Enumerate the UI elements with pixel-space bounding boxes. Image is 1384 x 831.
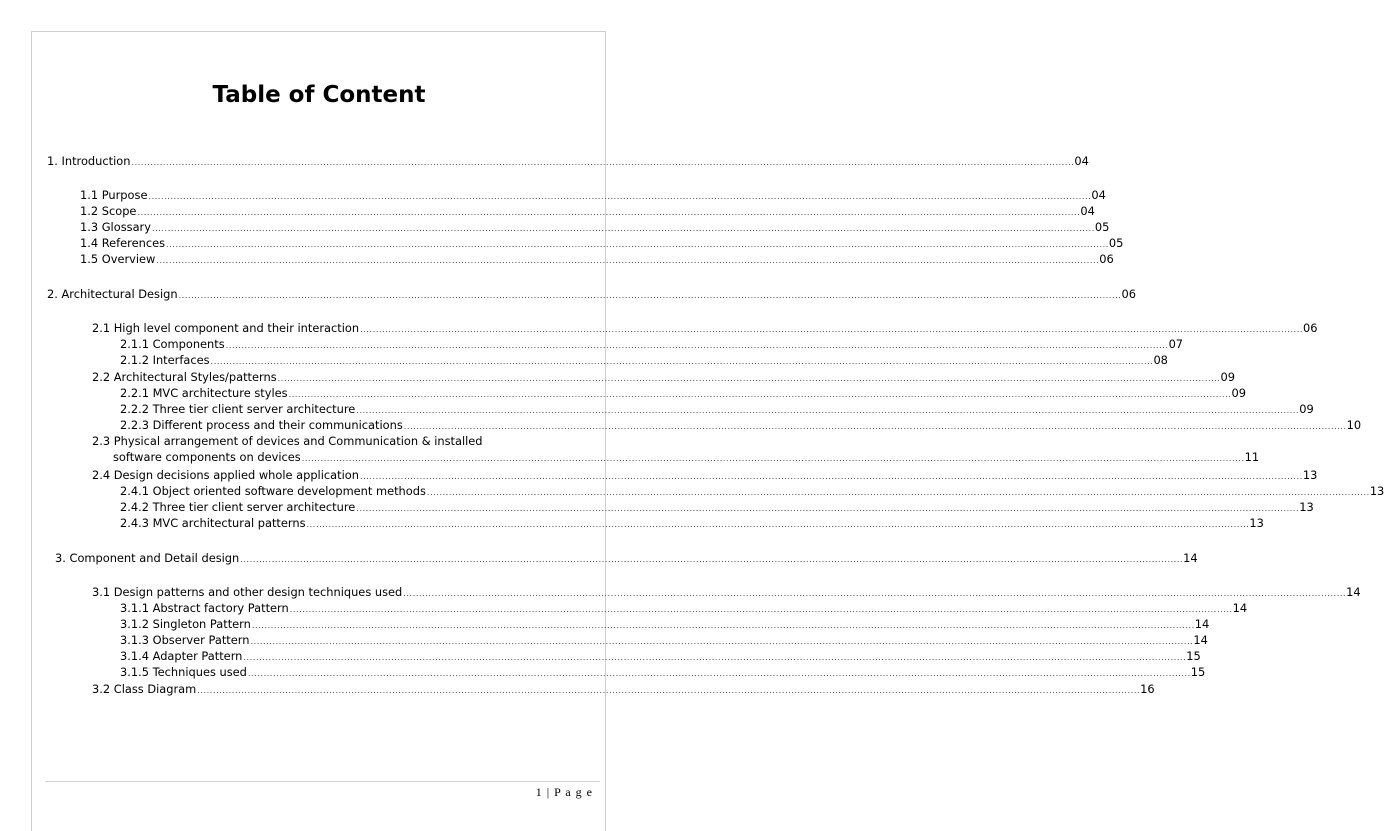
- dot-leader: ............................................................................................................................................................................................................................................................................................................: [166, 240, 1109, 249]
- dot-leader: ............................................................................................................................................................................................................................................................................................................: [306, 520, 1250, 529]
- dot-leader: ............................................................................................................................................................................................................................................................................................................: [426, 488, 1370, 497]
- dot-leader: ............................................................................................................................................................................................................................................................................................................: [210, 357, 1154, 366]
- toc-entry[interactable]: [92, 681, 1155, 699]
- dot-leader: ............................................................................................................................................................................................................................................................................................................: [197, 686, 1141, 695]
- dot-leader: ............................................................................................................................................................................................................................................................................................................: [356, 504, 1300, 513]
- toc-entry-page-number: 09: [1299, 402, 1314, 416]
- toc-entry[interactable]: [120, 515, 1264, 533]
- toc-entry-page-number: 06: [1303, 321, 1318, 335]
- dot-leader: ............................................................................................................................................................................................................................................................................................................: [289, 605, 1233, 614]
- toc-entry-page-number: 11: [1244, 450, 1260, 464]
- toc-entry-label: 2.2.2 Three tier client server architecture: [120, 402, 356, 416]
- toc-entry[interactable]: [120, 352, 1168, 370]
- toc-entry-label: 2.3 Physical arrangement of devices and Communication & installed: [92, 434, 483, 448]
- toc-entry[interactable]: [113, 449, 1260, 467]
- toc-entry[interactable]: [120, 664, 1206, 682]
- toc-entry-page-number: 06: [1099, 252, 1114, 266]
- toc-entry-label: 2.4 Design decisions applied whole application: [92, 468, 359, 482]
- dot-leader: ............................................................................................................................................................................................................................................................................................................: [156, 256, 1100, 265]
- dot-leader: ............................................................................................................................................................................................................................................................................................................: [137, 208, 1081, 217]
- dot-leader: ............................................................................................................................................................................................................................................................................................................: [243, 653, 1187, 662]
- toc-entry-label: 2.2 Architectural Styles/patterns: [92, 370, 277, 384]
- toc-entry-label: software components on devices: [113, 450, 301, 464]
- toc-entry-label: 3.1.3 Observer Pattern: [120, 633, 250, 647]
- toc-entry-label: 3. Component and Detail design: [55, 551, 240, 565]
- toc-entry-label: 3.1.2 Singleton Pattern: [120, 617, 251, 631]
- toc-entry-label: 2.1.2 Interfaces: [120, 353, 210, 367]
- toc-entry-label: 2.1 High level component and their interaction: [92, 321, 360, 335]
- toc-entry-page-number: 14: [1194, 617, 1210, 631]
- toc-entry-page-number: 14: [1193, 633, 1208, 647]
- toc-entry-page-number: 13: [1249, 516, 1264, 530]
- dot-leader: ............................................................................................................................................................................................................................................................................................................: [240, 555, 1184, 564]
- dot-leader: ............................................................................................................................................................................................................................................................................................................: [178, 291, 1122, 300]
- dot-leader: ............................................................................................................................................................................................................................................................................................................: [356, 406, 1300, 415]
- dot-leader: ............................................................................................................................................................................................................................................................................................................: [301, 454, 1245, 463]
- dot-leader: ............................................................................................................................................................................................................................................................................................................: [251, 621, 1195, 630]
- dot-leader: ............................................................................................................................................................................................................................................................................................................: [151, 224, 1095, 233]
- toc-entry-page-number: 13: [1302, 468, 1318, 482]
- toc-entry-label: 2.4.3 MVC architectural patterns: [120, 516, 306, 530]
- dot-leader: ............................................................................................................................................................................................................................................................................................................: [225, 341, 1169, 350]
- toc-entry-page-number: 05: [1108, 236, 1124, 250]
- toc-entry-page-number: 04: [1074, 154, 1089, 168]
- toc-entry-label: 2.4.2 Three tier client server architecture: [120, 500, 356, 514]
- toc-entry-label: 2.2.1 MVC architecture styles: [120, 386, 288, 400]
- dot-leader: ............................................................................................................................................................................................................................................................................................................: [360, 325, 1304, 334]
- toc-entry-label: 1. Introduction: [47, 154, 131, 168]
- toc-entry-page-number: 16: [1140, 682, 1155, 696]
- dot-leader: ............................................................................................................................................................................................................................................................................................................: [250, 637, 1194, 646]
- toc-entry[interactable]: [47, 153, 1089, 171]
- toc-entry-page-number: 08: [1153, 353, 1168, 367]
- toc-entry-page-number: 14: [1232, 601, 1248, 615]
- toc-entry[interactable]: [55, 550, 1198, 568]
- toc-entry-label: 2. Architectural Design: [47, 287, 178, 301]
- dot-leader: ............................................................................................................................................................................................................................................................................................................: [247, 669, 1191, 678]
- toc-entry-label: 1.2 Scope: [80, 204, 137, 218]
- toc-entry-page-number: 14: [1183, 551, 1198, 565]
- toc-entry-label: 1.5 Overview: [80, 252, 156, 266]
- dot-leader: ............................................................................................................................................................................................................................................................................................................: [403, 422, 1347, 431]
- toc-entry-page-number: 10: [1346, 418, 1362, 432]
- toc-entry[interactable]: [80, 251, 1114, 269]
- dot-leader: ............................................................................................................................................................................................................................................................................................................: [403, 589, 1347, 598]
- toc-entry-label: 3.1 Design patterns and other design techniques used: [92, 585, 403, 599]
- toc-entry-page-number: 13: [1369, 484, 1384, 498]
- toc-entry-label: 2.1.1 Components: [120, 337, 225, 351]
- dot-leader: ............................................................................................................................................................................................................................................................................................................: [148, 192, 1092, 201]
- toc-entry-page-number: 14: [1346, 585, 1361, 599]
- toc-entry-label: 2.4.1 Object oriented software development methods: [120, 484, 426, 498]
- toc-entry-label: 3.1.5 Techniques used: [120, 665, 247, 679]
- dot-leader: ............................................................................................................................................................................................................................................................................................................: [359, 472, 1303, 481]
- toc-entry-label: 3.1.1 Abstract factory Pattern: [120, 601, 289, 615]
- dot-leader: ............................................................................................................................................................................................................................................................................................................: [131, 158, 1075, 167]
- toc-entry-label: 3.1.4 Adapter Pattern: [120, 649, 243, 663]
- toc-entry[interactable]: [92, 433, 483, 449]
- toc-entry-label: 1.4 References: [80, 236, 166, 250]
- toc-entry-page-number: 13: [1299, 500, 1314, 514]
- toc-entry-label: 1.3 Glossary: [80, 220, 151, 234]
- footer-divider: [45, 781, 600, 782]
- page-footer: 1 | P a g e: [535, 785, 593, 799]
- toc-entry-page-number: 15: [1186, 649, 1201, 663]
- toc-entry-page-number: 06: [1121, 287, 1136, 301]
- toc-entry-page-number: 04: [1091, 188, 1106, 202]
- page-title: Table of Content: [212, 82, 426, 108]
- toc-entry-page-number: 05: [1094, 220, 1110, 234]
- toc-entry[interactable]: [47, 286, 1136, 304]
- toc-entry-page-number: 07: [1168, 337, 1184, 351]
- toc-entry-page-number: 15: [1190, 665, 1206, 679]
- toc-entry-page-number: 09: [1231, 386, 1246, 400]
- toc-entry-label: 1.1 Purpose: [80, 188, 148, 202]
- toc-entry-label: 2.2.3 Different process and their communications: [120, 418, 403, 432]
- dot-leader: ............................................................................................................................................................................................................................................................................................................: [277, 374, 1221, 383]
- toc-entry-page-number: 04: [1080, 204, 1095, 218]
- toc-entry-page-number: 09: [1220, 370, 1236, 384]
- toc-entry-label: 3.2 Class Diagram: [92, 682, 197, 696]
- dot-leader: ............................................................................................................................................................................................................................................................................................................: [288, 390, 1232, 399]
